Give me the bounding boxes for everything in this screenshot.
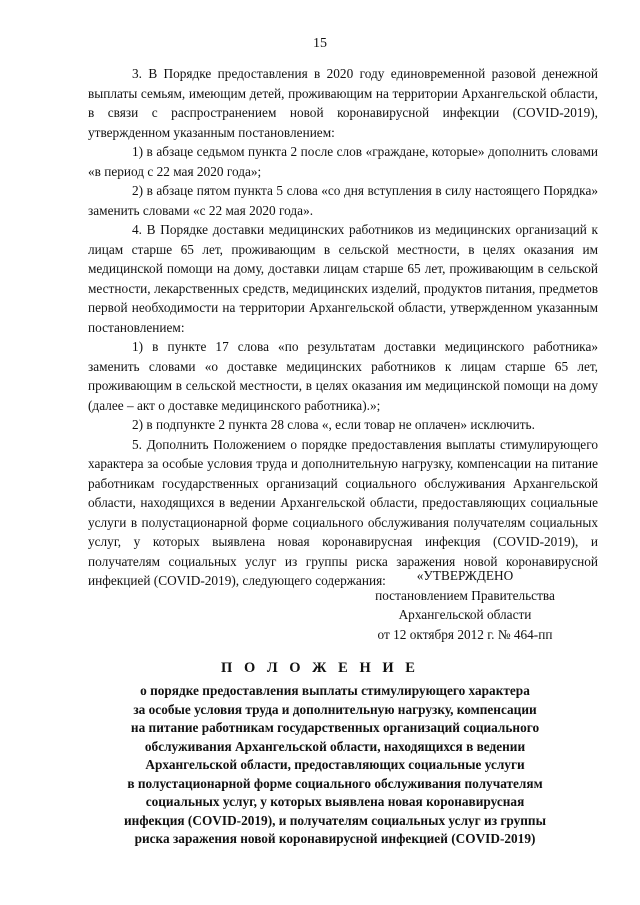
- paragraph-item-4-sub-2: 2) в подпункте 2 пункта 28 слова «, если товар не оплачен» исключить.: [132, 417, 535, 432]
- subtitle-line: в полустационарной форме социального обслуживания получателям: [127, 775, 543, 791]
- subtitle-line: за особые условия труда и дополнительную нагрузку, компенсации: [133, 701, 537, 717]
- approval-line: постановлением Правительства: [375, 587, 555, 603]
- subtitle-line: на питание работникам государственных организаций социального: [130, 720, 540, 735]
- subtitle-line: инфекция (COVID-2019), и получателям социальных услуг из группы: [124, 812, 546, 828]
- document-subtitle: [100, 682, 570, 849]
- paragraph-item-3-sub-2: 2) в абзаце пятом пункта 5 слова «со дня вступления в силу настоящего Порядка» заменить словами «с 22 мая 2020 года».: [88, 183, 598, 218]
- subtitle-line: о порядке предоставления выплаты стимулирующего характера: [140, 683, 530, 698]
- body-text: [88, 64, 598, 591]
- approval-line: Архангельской области: [398, 607, 532, 622]
- paragraph-item-5: 5. Дополнить Положением о порядке предоставления выплаты стимулирующего характера за особые условия труда и дополнительную нагрузку, компенсации на питание работникам государственных организаций социального обслуживания Архангельской области, находящихся в ведении Архангельской области, предоставляющих социальные услуги в полустационарной форме социального обслуживания получателям социальных услуг, у которых выявлена новая коронавирусная инфекция (COVID-2019), и получателям социальных услуг из группы риска заражения новой коронавирусной инфекцией (COVID-2019), следующего содержания:: [88, 436, 598, 588]
- approval-line: от 12 октября 2012 г. № 464-пп: [377, 626, 553, 642]
- subtitle-line: социальных услуг, у которых выявлена новая коронавирусная: [145, 794, 525, 809]
- approval-stamp: [340, 566, 590, 644]
- document-title: П О Л О Ж Е Н И Е: [221, 660, 419, 676]
- paragraph-item-3-sub-1: 1) в абзаце седьмом пункта 2 после слов «граждане, которые» дополнить словами «в период с 22 мая 2020 года»;: [88, 144, 598, 179]
- paragraph-item-3: 3. В Порядке предоставления в 2020 году единовременной разовой денежной выплаты семьям, имеющим детей, проживающим на территории Архангельской области, в связи с распространением новой коронавирусной инфекции (COVID-2019), утвержденном указанным постановлением:: [88, 66, 598, 140]
- approval-line: «УТВЕРЖДЕНО: [416, 568, 514, 583]
- paragraph-item-4-sub-1: 1) в пункте 17 слова «по результатам доставки медицинского работника» заменить словами «о доставке медицинских работников к лицам старше 65 лет, проживающим в сельской местности, в целях оказания им медицинской помощи на дому (далее – акт о доставке медицинского работника).»;: [88, 339, 598, 413]
- paragraph-item-4: 4. В Порядке доставки медицинских работников из медицинских организаций к лицам старше 65 лет, проживающим в сельской местности, в целях оказания им медицинской помощи на дому, доставки лицам старше 65 лет, проживающим в сельской местности, лекарственных средств, медицинских изделий, продуктов питания, предметов первой необходимости на территории Архангельской области, утвержденном указанным постановлением:: [88, 222, 598, 335]
- subtitle-line: обслуживания Архангельской области, находящихся в ведении: [144, 738, 526, 754]
- page-number: 15: [313, 36, 327, 51]
- subtitle-line: Архангельской области, предоставляющих социальные услуги: [145, 757, 525, 772]
- subtitle-line: риска заражения новой коронавирусной инфекцией (COVID-2019): [134, 831, 536, 846]
